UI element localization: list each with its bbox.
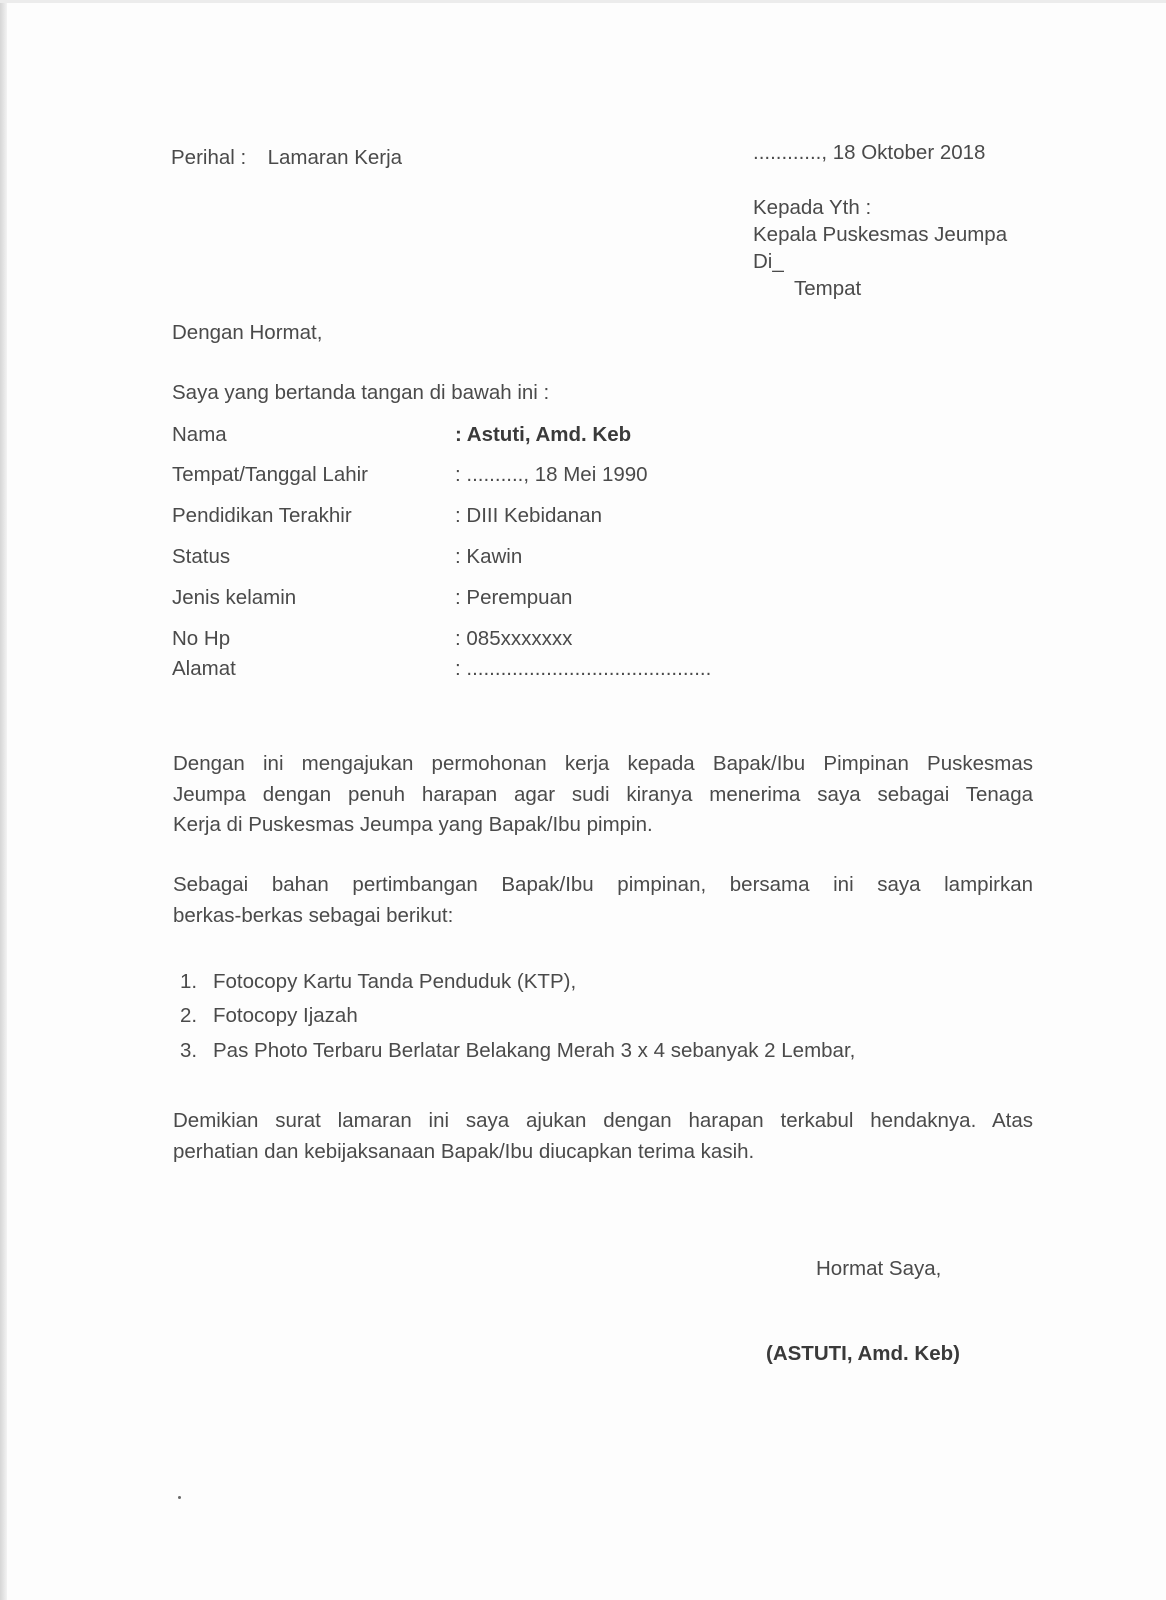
subject-value: Lamaran Kerja (267, 146, 403, 169)
field-label: Jenis kelamin (172, 586, 297, 609)
field-value: : Perempuan (455, 586, 573, 609)
paragraph-line: berkas-berkas sebagai berikut: (173, 903, 454, 927)
scan-edge-top-shadow (0, 0, 1166, 3)
attachment-number: 2. (180, 1004, 198, 1027)
attachment-text: Fotocopy Kartu Tanda Penduduk (KTP), (213, 970, 577, 993)
field-label: Nama (172, 423, 227, 446)
attachment-number: 1. (180, 970, 198, 993)
field-value: : 085xxxxxxx (455, 627, 573, 650)
signature-name: (ASTUTI, Amd. Keb) (766, 1342, 960, 1365)
field-label: Tempat/Tanggal Lahir (172, 463, 369, 486)
paragraph-line: Sebagai bahan pertimbangan Bapak/Ibu pimpinan, bersama ini saya lampirkan (173, 873, 1033, 896)
field-value: : .........., 18 Mei 1990 (455, 463, 648, 486)
attachment-text: Pas Photo Terbaru Berlatar Belakang Merah 3 x 4 sebanyak 2 Lembar, (213, 1039, 856, 1062)
attachment-text: Fotocopy Ijazah (213, 1004, 358, 1027)
paragraph-line: Dengan ini mengajukan permohonan kerja kepada Bapak/Ibu Pimpinan Puskesmas (173, 752, 1033, 775)
closing-line: Hormat Saya, (816, 1257, 942, 1280)
field-label: Status (172, 545, 231, 568)
subject-line (171, 146, 402, 170)
paragraph-closing (173, 1106, 1033, 1167)
field-value: : DIII Kebidanan (455, 504, 603, 527)
field-label: Pendidikan Terakhir (172, 504, 352, 527)
paragraph-attachments-intro (173, 870, 1033, 931)
attachment-item (180, 1039, 855, 1063)
recipient-place: Tempat (794, 277, 862, 300)
paragraph-line: perhatian dan kebijaksanaan Bapak/Ibu diucapkan terima kasih. (173, 1139, 755, 1163)
paragraph-line: Kerja di Puskesmas Jeumpa yang Bapak/Ibu pimpin. (173, 813, 653, 836)
scan-speck (178, 1496, 181, 1499)
field-label: Alamat (172, 657, 236, 680)
attachment-item (180, 1004, 358, 1028)
recipient-di: Di_ (753, 250, 784, 273)
intro-line: Saya yang bertanda tangan di bawah ini : (172, 381, 550, 404)
scan-edge-shadow (0, 0, 7, 1600)
field-value: : ........................................... (455, 657, 712, 680)
field-value: : Astuti, Amd. Keb (455, 423, 632, 446)
field-label: No Hp (172, 627, 231, 650)
paragraph-request (173, 749, 1033, 841)
field-value: : Kawin (455, 545, 523, 568)
recipient-name: Kepala Puskesmas Jeumpa (753, 223, 1008, 246)
attachment-number: 3. (180, 1039, 198, 1062)
paragraph-line: Demikian surat lamaran ini saya ajukan dengan harapan terkabul hendaknya. Atas (173, 1109, 1033, 1132)
recipient-greeting: Kepada Yth : (753, 196, 872, 219)
subject-label: Perihal : (171, 146, 247, 169)
attachment-item (180, 970, 576, 994)
paragraph-line: Jeumpa dengan penuh harapan agar sudi kiranya menerima saya sebagai Tenaga (173, 782, 1033, 806)
salutation: Dengan Hormat, (172, 321, 323, 344)
letter-date: ............, 18 Oktober 2018 (753, 141, 986, 164)
